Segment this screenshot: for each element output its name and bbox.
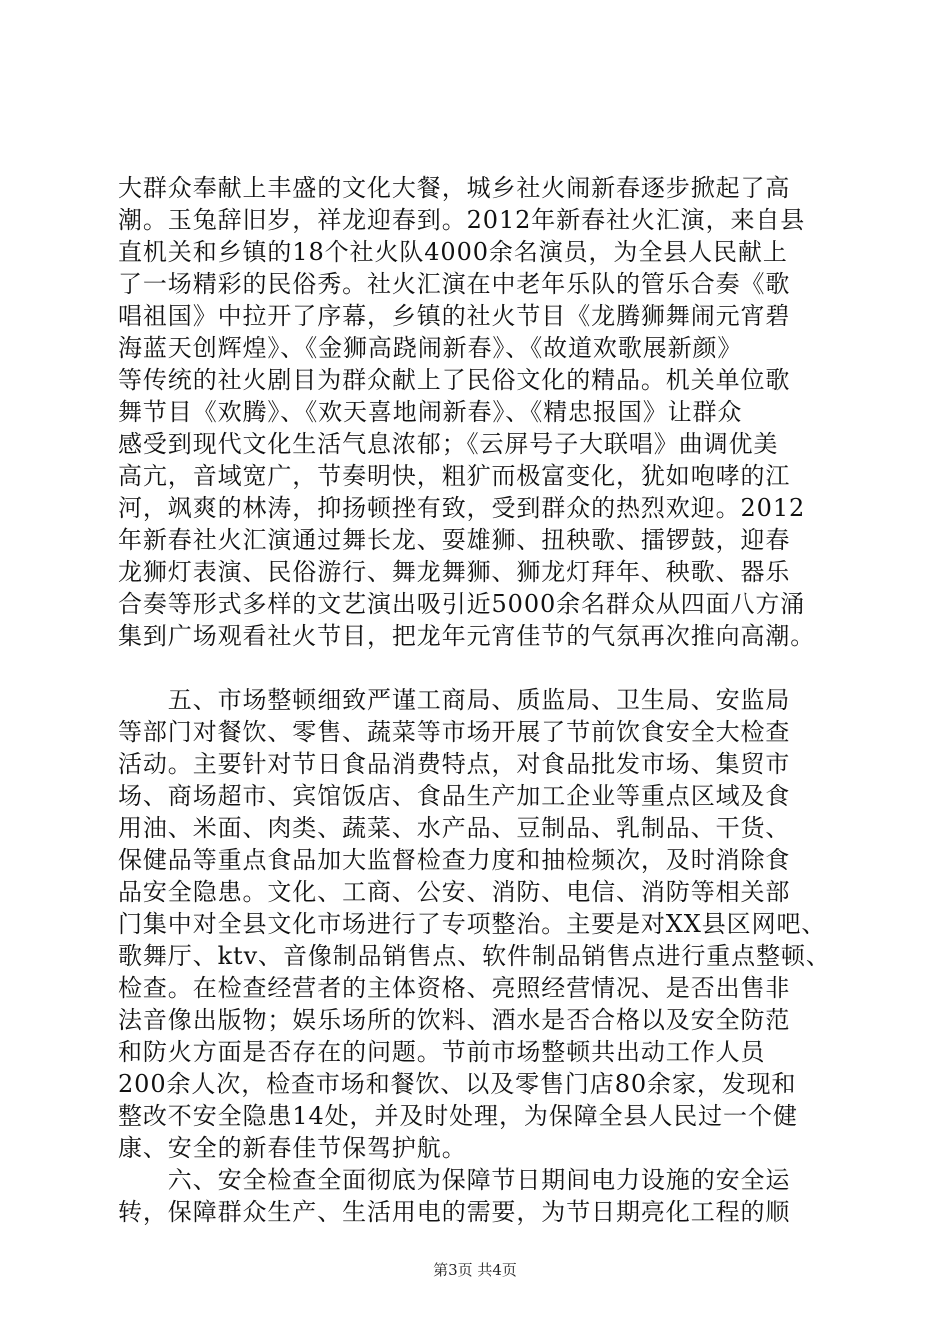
text-line: 海蓝天创辉煌》、《金狮高跷闹新春》、《故道欢歌展新颜》 xyxy=(118,334,743,362)
text-line: 用油、米面、肉类、蔬菜、水产品、豆制品、乳制品、干货、 xyxy=(118,814,791,842)
text-line: 场、商场超市、宾馆饭店、食品生产加工企业等重点区域及食 xyxy=(118,782,791,810)
page-footer: 第3页 共4页 xyxy=(433,1261,517,1279)
paragraph-gap xyxy=(118,652,850,684)
text-line: 河，飒爽的林涛，抑扬顿挫有致，受到群众的热烈欢迎。2012 xyxy=(118,494,806,522)
text-line: 整改不安全隐患14处，并及时处理，为保障全县人民过一个健 xyxy=(118,1102,798,1130)
text-line: 转，保障群众生产、生活用电的需要，为节日期亮化工程的顺 xyxy=(118,1198,791,1226)
text-line: 五、市场整顿细致严谨工商局、质监局、卫生局、安监局 xyxy=(118,686,791,714)
text-line: 舞节目《欢腾》、《欢天喜地闹新春》、《精忠报国》让群众 xyxy=(118,398,743,426)
text-line: 品安全隐患。文化、工商、公安、消防、电信、消防等相关部 xyxy=(118,878,791,906)
text-line: 康、安全的新春佳节保驾护航。 xyxy=(118,1134,467,1162)
text-line: 直机关和乡镇的18个社火队4000余名演员，为全县人民献上 xyxy=(118,238,788,266)
document-body xyxy=(118,172,850,1228)
text-line: 六、安全检查全面彻底为保障节日期间电力设施的安全运 xyxy=(118,1166,791,1194)
text-line: 200余人次，检查市场和餐饮、以及零售门店80余家，发现和 xyxy=(118,1070,797,1098)
text-line: 门集中对全县文化市场进行了专项整治。主要是对XX县区网吧、 xyxy=(118,910,827,938)
text-line: 龙狮灯表演、民俗游行、舞龙舞狮、狮龙灯拜年、秧歌、器乐 xyxy=(118,558,791,586)
text-line: 检查。在检查经营者的主体资格、亮照经营情况、是否出售非 xyxy=(118,974,791,1002)
text-line: 歌舞厅、ktv、音像制品销售点、软件制品销售点进行重点整顿、 xyxy=(118,942,831,970)
text-line: 保健品等重点食品加大监督检查力度和抽检频次，及时消除食 xyxy=(118,846,791,874)
text-line: 等部门对餐饮、零售、蔬菜等市场开展了节前饮食安全大检查 xyxy=(118,718,791,746)
text-line: 大群众奉献上丰盛的文化大餐，城乡社火闹新春逐步掀起了高 xyxy=(118,174,791,202)
text-line: 高亢，音域宽广，节奏明快，粗犷而极富变化，犹如咆哮的江 xyxy=(118,462,791,490)
text-line: 活动。主要针对节日食品消费特点，对食品批发市场、集贸市 xyxy=(118,750,791,778)
text-line: 感受到现代文化生活气息浓郁；《云屏号子大联唱》曲调优美 xyxy=(118,430,779,458)
text-line: 了一场精彩的民俗秀。社火汇演在中老年乐队的管乐合奏《歌 xyxy=(118,270,791,298)
paragraph xyxy=(118,684,850,1164)
text-line: 等传统的社火剧目为群众献上了民俗文化的精品。机关单位歌 xyxy=(118,366,791,394)
text-line: 唱祖国》中拉开了序幕，乡镇的社火节目《龙腾狮舞闹元宵碧 xyxy=(118,302,791,330)
text-line: 和防火方面是否存在的问题。节前市场整顿共出动工作人员 xyxy=(118,1038,766,1066)
paragraph xyxy=(118,172,850,652)
paragraph xyxy=(118,1164,850,1228)
text-line: 潮。玉兔辞旧岁，祥龙迎春到。2012年新春社火汇演，来自县 xyxy=(118,206,806,234)
text-line: 合奏等形式多样的文艺演出吸引近5000余名群众从四面八方涌 xyxy=(118,590,806,618)
text-line: 集到广场观看社火节目，把龙年元宵佳节的气氛再次推向高潮。 xyxy=(118,622,816,650)
text-line: 年新春社火汇演通过舞长龙、耍雄狮、扭秧歌、擂锣鼓，迎春 xyxy=(118,526,791,554)
text-line: 法音像出版物；娱乐场所的饮料、酒水是否合格以及安全防范 xyxy=(118,1006,791,1034)
